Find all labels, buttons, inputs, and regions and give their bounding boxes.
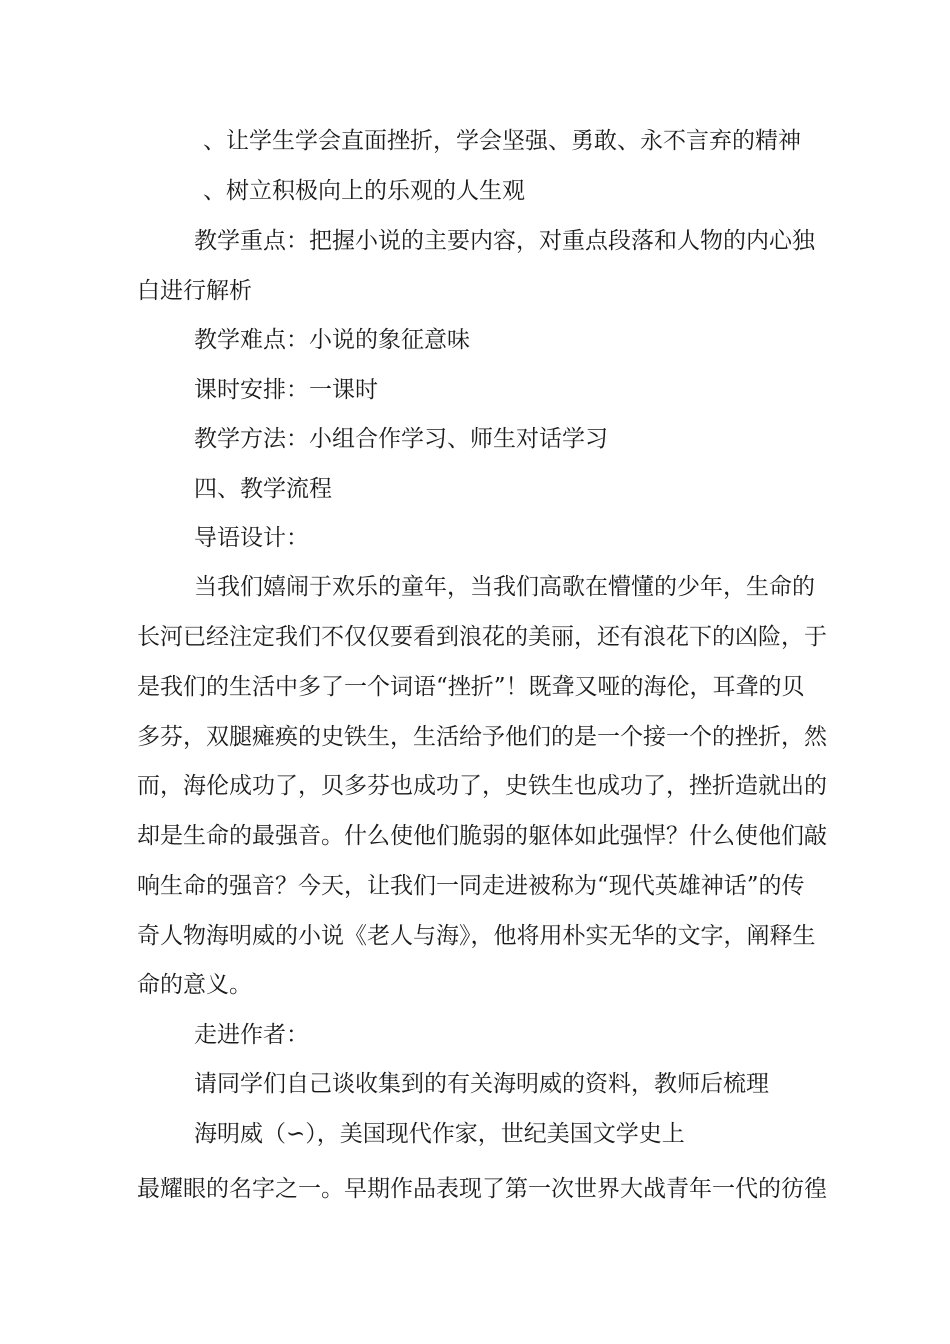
objective-line-2: 、树立积极向上的乐观的人生观 xyxy=(203,178,525,204)
schedule-line: 课时安排：一课时 xyxy=(194,377,378,403)
method-line: 教学方法：小组合作学习、师生对话学习 xyxy=(194,426,608,452)
intro-paragraph-line-5: 而，海伦成功了，贝多芬也成功了，史铁生也成功了，挫折造就出的 xyxy=(137,773,827,799)
section-heading: 四、教学流程 xyxy=(194,476,332,502)
author-bio-line-1: 海明威（∽），美国现代作家，世纪美国文学史上 xyxy=(194,1121,685,1147)
intro-paragraph-line-7: 响生命的强音？今天，让我们一同走进被称为“现代英雄神话”的传 xyxy=(137,873,805,899)
intro-paragraph-line-6: 却是生命的最强音。什么使他们脆弱的躯体如此强悍？什么使他们敲 xyxy=(137,823,827,849)
key-point-line-1: 教学重点：把握小说的主要内容，对重点段落和人物的内心独 xyxy=(194,228,815,254)
intro-paragraph-line-3: 是我们的生活中多了一个词语“挫折”！既聋又哑的海伦，耳聋的贝 xyxy=(137,674,805,700)
intro-paragraph-line-1: 当我们嬉闹于欢乐的童年，当我们高歌在懵懂的少年，生命的 xyxy=(194,574,815,600)
intro-paragraph-line-9: 命的意义。 xyxy=(137,972,252,998)
author-instruction: 请同学们自己谈收集到的有关海明威的资料，教师后梳理 xyxy=(194,1071,769,1097)
difficulty-line: 教学难点：小说的象征意味 xyxy=(194,327,470,353)
intro-paragraph-line-4: 多芬，双腿瘫痪的史铁生，生活给予他们的是一个接一个的挫折，然 xyxy=(137,724,827,750)
objective-line-1: 、让学生学会直面挫折，学会坚强、勇敢、永不言弃的精神 xyxy=(203,128,801,154)
key-point-line-2: 白进行解析 xyxy=(137,278,252,304)
intro-heading: 导语设计： xyxy=(194,525,309,551)
author-heading: 走进作者： xyxy=(194,1022,309,1048)
intro-paragraph-line-2: 长河已经注定我们不仅仅要看到浪花的美丽，还有浪花下的凶险，于 xyxy=(137,624,827,650)
intro-paragraph-line-8: 奇人物海明威的小说《老人与海》，他将用朴实无华的文字，阐释生 xyxy=(137,923,816,949)
author-bio-line-2: 最耀眼的名字之一。早期作品表现了第一次世界大战青年一代的彷徨 xyxy=(137,1176,827,1202)
